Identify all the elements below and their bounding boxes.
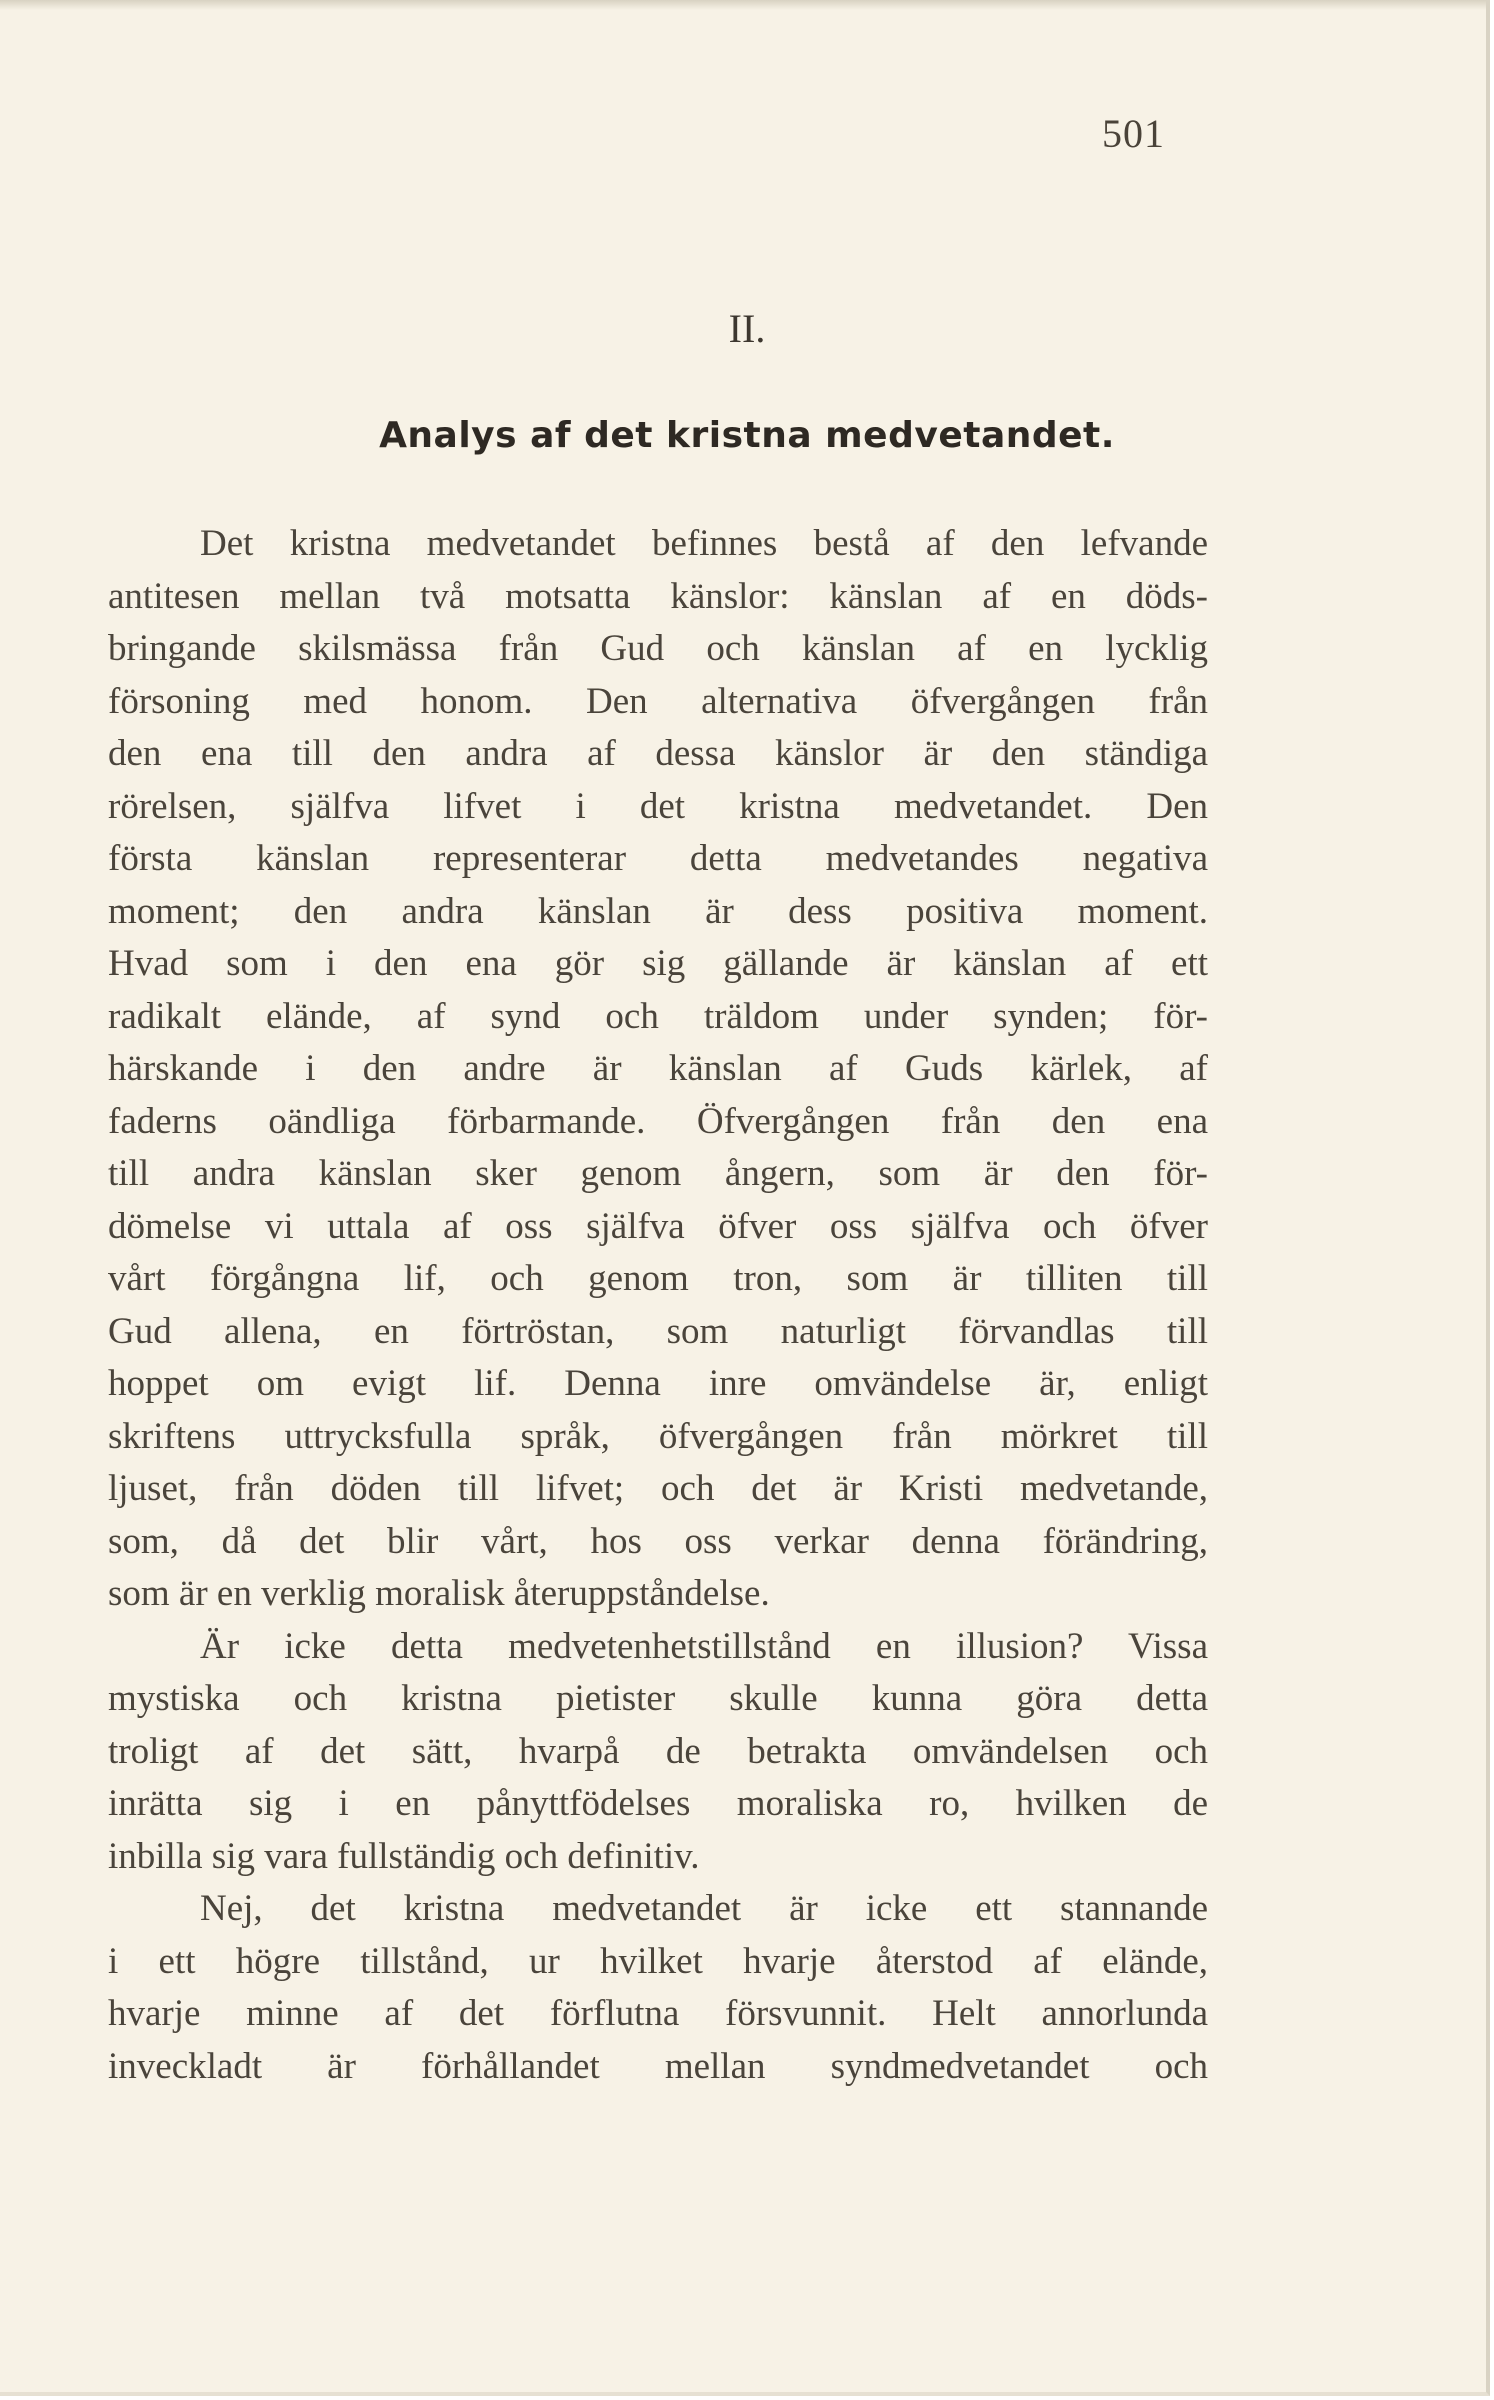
body-text [108,518,1208,2093]
text-line: Hvad som i den ena gör sig gällande är känslan af ett [108,943,1208,984]
text-line: inbilla sig vara fullständig och definitiv. [108,1835,700,1877]
text-line: vårt förgångna lif, och genom tron, som är tilliten till [108,1258,1208,1299]
text-line: första känslan representerar detta medvetandes negativa [108,838,1208,879]
text-line: i ett högre tillstånd, ur hvilket hvarje återstod af elände, [108,1940,1208,1982]
text-line: försoning med honom. Den alternativa öfvergången från [108,680,1208,722]
text-line: moment; den andra känslan är dess positiva moment. [108,890,1208,932]
text-line: Gud allena, en förtröstan, som naturligt förvandlas till [108,1310,1208,1352]
chapter-number: II. [728,306,766,351]
text-line: Är icke detta medvetenhetstillstånd en illusion? Vissa [200,1625,1208,1667]
text-line: hoppet om evigt lif. Denna inre omvändelse är, enligt [108,1363,1208,1404]
text-line: som, då det blir vårt, hos oss verkar denna förändring, [108,1520,1208,1562]
text-line: skriftens uttrycksfulla språk, öfvergången från mörkret till [108,1415,1208,1457]
text-line: troligt af det sätt, hvarpå de betrakta omvändelsen och [108,1730,1208,1772]
text-line: Nej, det kristna medvetandet är icke ett stannande [200,1888,1208,1929]
text-line: som är en verklig moralisk återuppståndelse. [108,1573,770,1614]
text-line: rörelsen, själfva lifvet i det kristna medvetandet. Den [108,785,1208,827]
text-line: Det kristna medvetandet befinnes bestå af den lefvande [200,523,1208,564]
text-line: härskande i den andre är känslan af Guds kärlek, af [108,1048,1208,1089]
page-number: 501 [1102,111,1165,156]
text-line: bringande skilsmässa från Gud och känslan af en lycklig [108,628,1208,669]
text-line: ljuset, från döden till lifvet; och det är Kristi medvetande, [108,1468,1208,1509]
chapter-title: Analys af det kristna medvetandet. [379,415,1115,456]
page-top-edge [0,0,1486,10]
text-line: inveckladt är förhållandet mellan syndmedvetandet och [108,2045,1208,2087]
text-line: faderns oändliga förbarmande. Öfvergången från den ena [108,1100,1208,1142]
text-line: radikalt elände, af synd och träldom under synden; för- [108,995,1208,1037]
text-line: antitesen mellan två motsatta känslor: känslan af en döds- [108,575,1208,617]
text-line: den ena till den andra af dessa känslor är den ständiga [108,733,1208,774]
text-line: dömelse vi uttala af oss själfva öfver oss själfva och öfver [108,1205,1208,1247]
text-line: till andra känslan sker genom ångern, som är den för- [108,1153,1208,1194]
text-line: inrätta sig i en pånyttfödelses moraliska ro, hvilken de [108,1783,1208,1824]
text-line: hvarje minne af det förflutna försvunnit. Helt annorlunda [108,1993,1208,2034]
text-line: mystiska och kristna pietister skulle kunna göra detta [108,1678,1208,1719]
